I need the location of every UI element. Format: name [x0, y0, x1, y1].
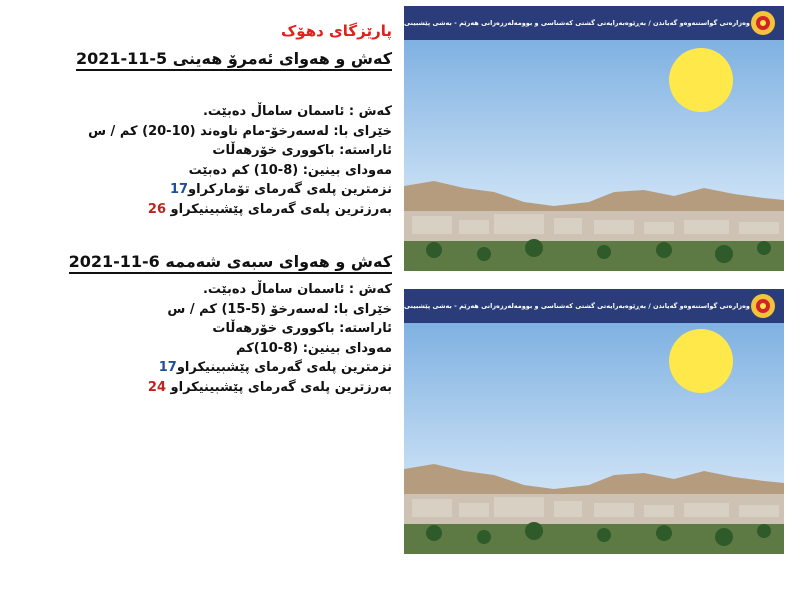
wind-speed-today: خێرای با: لەسەرخۆ-مام ناوەند (10-20) كم / س	[88, 123, 392, 139]
min-temp-today: نزمترین پلەی گەرمای تۆماركراو17	[169, 182, 392, 197]
kurdistan-emblem-icon	[750, 293, 776, 319]
min-temp-value: 17	[158, 360, 177, 375]
ministry-banner	[404, 6, 784, 40]
max-temp-value: 26	[147, 201, 167, 217]
wind-direction-tomorrow: ئاراستە: باكووری خۆرهەڵات	[212, 321, 392, 336]
weather-photo-tomorrow	[404, 289, 784, 554]
forecast-today-heading: كەش و هەوای ئەمرۆ هەینی 5-11-2021	[76, 49, 392, 71]
wind-speed-tomorrow: خێرای با: لەسەرخۆ (5-15) كم / س	[167, 301, 392, 317]
max-temp-value: 24	[147, 379, 167, 395]
kurdistan-emblem-icon	[750, 10, 776, 36]
sun-icon	[669, 48, 733, 112]
max-temp-today: بەرزترین پلەی گەرمای پێشبینیكراو 26	[147, 201, 392, 217]
sky-condition-tomorrow: كەش : ئاسمان ساماڵ دەبێت.	[202, 282, 392, 297]
forecast-today-body	[60, 102, 392, 219]
sun-icon	[669, 329, 733, 393]
sky-condition-today: كەش : ئاسمان ساماڵ دەبێت.	[202, 104, 392, 119]
min-temp-tomorrow: نزمترین پلەی گەرمای پێشبینیكراو17	[158, 360, 392, 375]
weather-photo-today	[404, 6, 784, 271]
min-temp-value: 17	[169, 182, 189, 197]
province-title: پارێزگای دهۆک	[280, 22, 392, 40]
wind-direction-today: ئاراستە: باكووری خۆرهەڵات	[212, 143, 392, 158]
banner-text: وەزارەتی گواستنەوەو گەیاندن / بەڕێوەبەرایەتی گشتی كەشناسی و بوومەلەرزەزانی هەرێم - بەشی پێشبینی	[404, 19, 750, 27]
ministry-banner	[404, 289, 784, 323]
city-landscape-image	[404, 289, 784, 554]
forecast-tomorrow-body	[60, 280, 392, 397]
forecast-tomorrow-heading: كەش و هەوای سبەی شەممە 6-11-2021	[69, 252, 392, 274]
city-landscape-image	[404, 6, 784, 271]
banner-text: وەزارەتی گواستنەوەو گەیاندن / بەڕێوەبەرایەتی گشتی كەشناسی و بوومەلەرزەزانی هەرێم - بەشی پێشبینی	[404, 302, 750, 310]
max-temp-tomorrow: بەرزترین پلەی گەرمای پێشبینیكراو 24	[147, 379, 392, 395]
visibility-today: مەودای بینین: (8-10) كم دەبێت	[188, 162, 392, 178]
visibility-tomorrow: مەودای بینین: (8-10)كم	[236, 340, 392, 356]
